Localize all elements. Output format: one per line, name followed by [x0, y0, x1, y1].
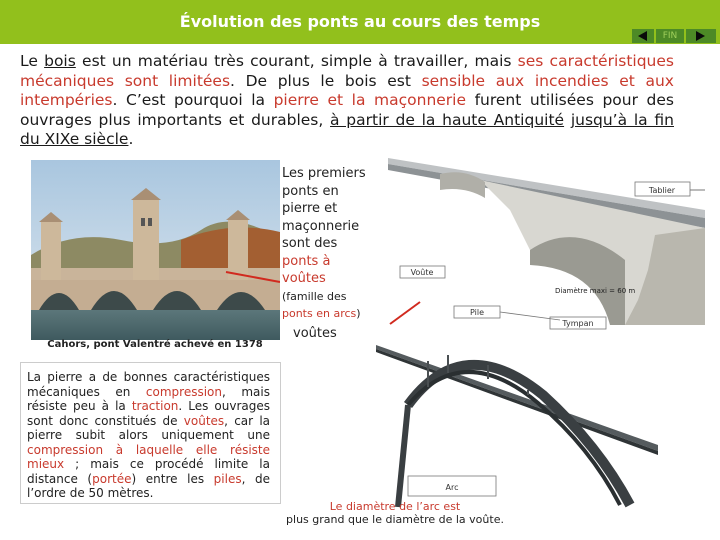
page-title: Évolution des ponts au cours des temps — [179, 12, 541, 31]
bottom-note-red: Le diamètre de l’arc est — [329, 500, 461, 513]
label-diametre: Diamètre maxi = 60 m — [555, 287, 636, 295]
next-slide-button[interactable] — [686, 29, 716, 43]
label-pile: Pile — [469, 308, 485, 317]
intro-paragraph: Le bois est un matériau très courant, simple à travailler, mais ses caractéristiques mécaniques sont limitées. De plus le bois est sensible aux incendies et aux intempéries. C’est pourquoi la pierre et la maçonnerie furent utilisées pour des ouvrages plus importants et durables, à partir de la haute Antiquité jusqu’à la fin du XIXe siècle. — [20, 52, 674, 149]
arrow-right-icon — [696, 31, 705, 41]
side-description: Les premiers ponts en pierre et maçonnerie sont des ponts à voûtes (famille des ponts en arcs) — [282, 166, 366, 320]
explanation-text: La pierre a de bonnes caractéristiques mécaniques en compression, mais résiste peu à la traction. Les ouvrages sont donc constitués de voûtes, car la pierre subit alors uniquement une compression à laquelle elle résiste mieux ; mais ce procédé limite la distance (portée) entre les piles, de l’ordre de 50 mètres. — [27, 370, 270, 500]
label-tympan: Tympan — [562, 319, 594, 328]
antiquite-link[interactable]: à partir de la haute Antiquité — [330, 110, 565, 129]
steel-arch-bridge-diagram — [368, 335, 688, 510]
arrow-left-icon — [638, 31, 647, 41]
label-arc: Arc — [445, 483, 459, 492]
photo-caption: Cahors, pont Valentré achevé en 1378 — [47, 339, 263, 350]
bottom-note-black: plus grand que le diamètre de la voûte. — [286, 513, 504, 526]
label-voute: Voûte — [410, 268, 434, 277]
end-button[interactable]: FIN — [656, 29, 684, 43]
pont-valentre-photo — [31, 160, 280, 340]
bottom-note — [280, 500, 510, 526]
voutes-label: voûtes — [293, 326, 337, 341]
previous-slide-button[interactable] — [632, 29, 654, 43]
xixe-link[interactable]: jusqu’à la fin du XIXe siècle — [20, 110, 674, 149]
label-tablier: Tablier — [648, 186, 676, 195]
explanation-box — [20, 362, 281, 504]
bois-link[interactable]: bois — [44, 52, 76, 70]
stone-bridge-diagram — [380, 150, 710, 335]
